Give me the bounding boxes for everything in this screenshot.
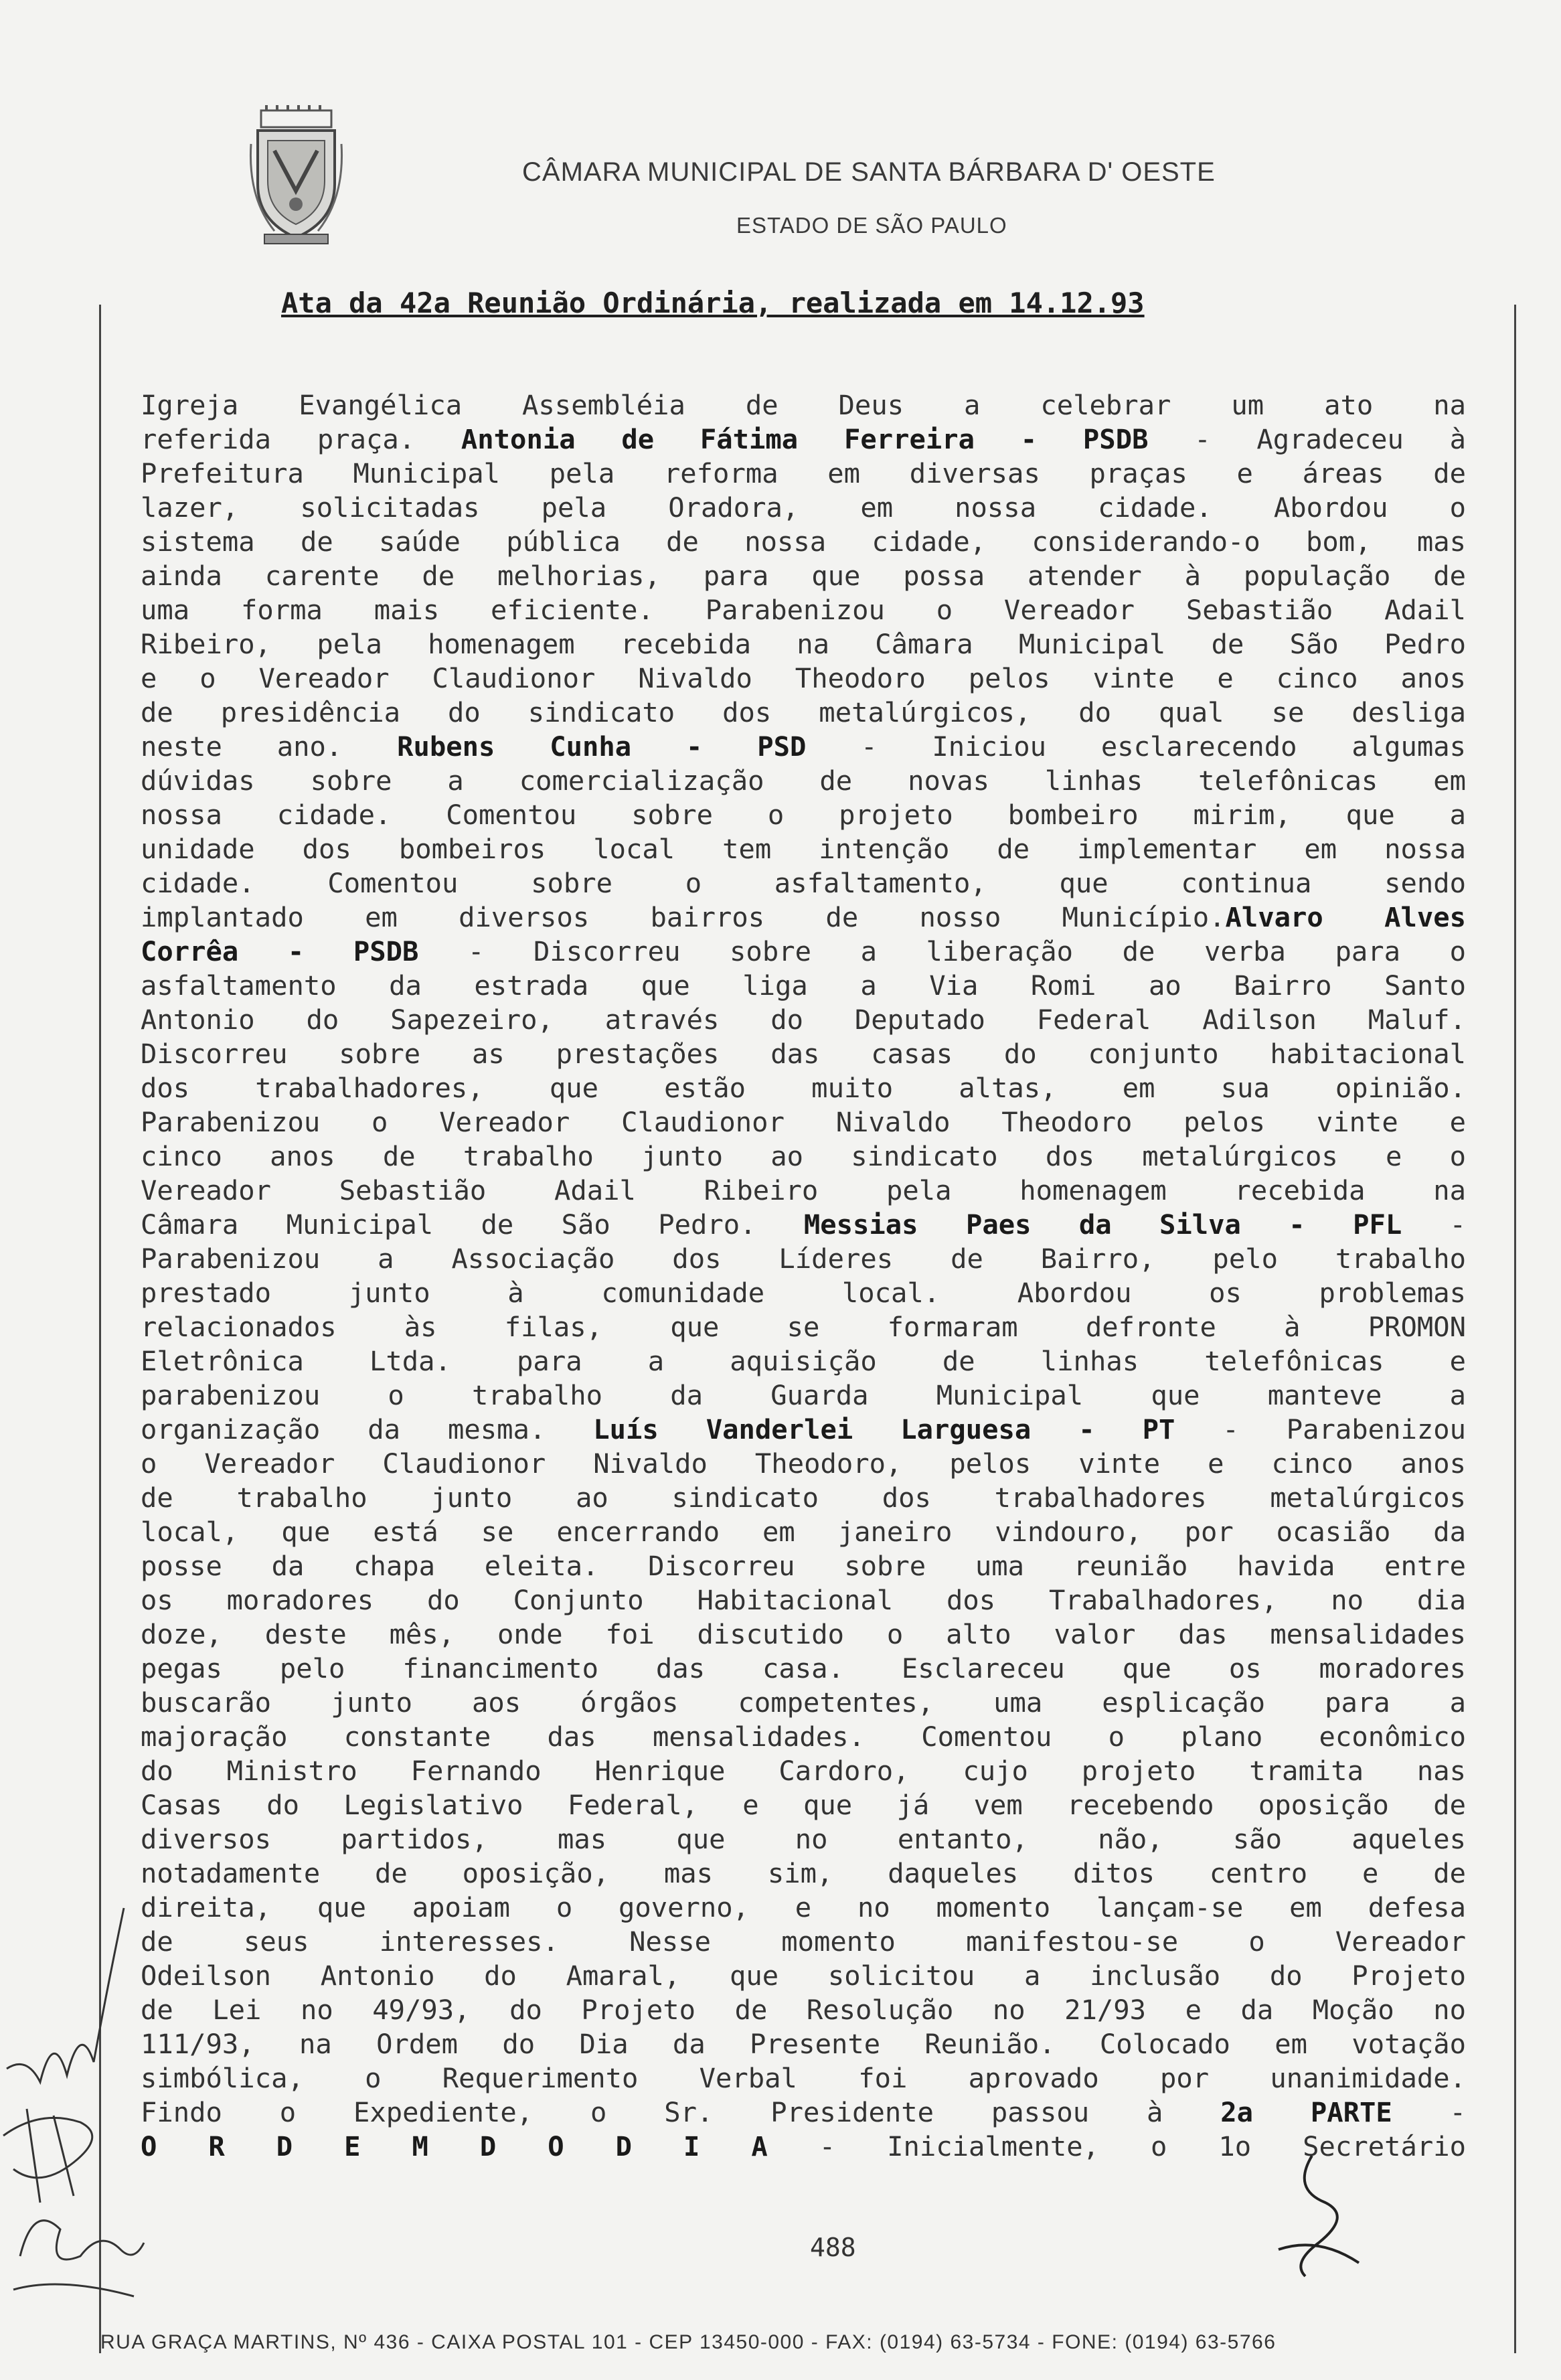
text-line [141,1276,1466,1310]
text-segment: Vereador Sebastião Adail Ribeiro pela homenagem recebida na [141,1174,1466,1206]
text-line [141,1891,1466,1925]
text-line [141,593,1466,627]
speaker-name: Rubens Cunha - PSD [397,730,807,763]
right-margin-line [1514,305,1516,2353]
text-segment: parabenizou o trabalho da Guarda Municipal que manteve a [141,1379,1466,1411]
coat-of-arms-icon [248,104,345,248]
text-segment: organização da mesma. [141,1413,594,1445]
text-segment: uma forma mais eficiente. Parabenizou o Vereador Sebastião Adail [141,594,1466,626]
text-line [141,1447,1466,1481]
text-line [141,1993,1466,2027]
text-line [141,1720,1466,1754]
minutes-title: Ata da 42a Reunião Ordinária, realizada em 14.12.93 [281,287,1145,319]
text-line [141,491,1466,525]
text-line [141,1242,1466,1276]
text-line [141,1003,1466,1037]
text-line [141,1686,1466,1720]
text-line [141,696,1466,730]
text-segment: o Vereador Claudionor Nivaldo Theodoro, pelos vinte e cinco anos [141,1447,1466,1480]
text-segment: diversos partidos, mas que no entanto, não, são aqueles [141,1823,1466,1855]
text-segment: prestado junto à comunidade local. Abordou os problemas [141,1277,1466,1309]
text-segment: de Lei no 49/93, do Projeto de Resolução no 21/93 e da Moção no [141,1994,1466,2026]
text-line [141,559,1466,593]
text-line [141,2061,1466,2095]
text-segment: Câmara Municipal de São Pedro. [141,1208,804,1241]
text-segment: de presidência do sindicato dos metalúrgicos, do qual se desliga [141,696,1466,728]
text-segment: ainda carente de melhorias, para que possa atender à população de [141,560,1466,592]
text-line [141,1139,1466,1174]
state-name: ESTADO DE SÃO PAULO [736,213,1007,238]
institution-name: CÂMARA MUNICIPAL DE SANTA BÁRBARA D' OESTE [522,157,1216,187]
text-segment: dos trabalhadores, que estão muito altas, em sua opinião. [141,1072,1466,1104]
text-segment: pegas pelo financimento das casa. Esclareceu que os moradores [141,1652,1466,1684]
text-segment: - Inicialmente, o 1o Secretário [767,2130,1466,2162]
text-line [141,764,1466,798]
text-line [141,1378,1466,1413]
text-line [141,1071,1466,1105]
text-segment: Eletrônica Ltda. para a aquisição de linhas telefônicas e [141,1345,1466,1377]
text-segment: - Iniciou esclarecendo algumas [806,730,1466,763]
text-segment: Prefeitura Municipal pela reforma em diversas praças e áreas de [141,457,1466,489]
minutes-body [141,388,1466,2164]
text-segment: - Parabenizou [1175,1413,1466,1445]
text-line [141,866,1466,900]
text-line [141,627,1466,661]
text-segment: notadamente de oposição, mas sim, daqueles ditos centro e de [141,1857,1466,1889]
text-line [141,1413,1466,1447]
text-line [141,1208,1466,1242]
text-line [141,1959,1466,1993]
speaker-name: O R D E M D O D I A [141,2130,768,2162]
text-line [141,1583,1466,1617]
text-line [141,422,1466,457]
text-segment: Antonio do Sapezeiro, através do Deputado Federal Adilson Maluf. [141,1004,1466,1036]
text-segment: neste ano. [141,730,398,763]
text-segment: doze, deste mês, onde foi discutido o alto valor das mensalidades [141,1618,1466,1650]
text-segment: 111/93, na Ordem do Dia da Presente Reunião. Colocado em votação [141,2028,1466,2060]
text-line [141,661,1466,696]
speaker-name: 2a PARTE [1220,2096,1392,2128]
text-segment: simbólica, o Requerimento Verbal foi aprovado por unanimidade. [141,2062,1466,2094]
text-segment: implantado em diversos bairros de nosso Município. [141,901,1226,933]
text-segment: cidade. Comentou sobre o asfaltamento, que continua sendo [141,867,1466,899]
text-segment: Parabenizou o Vereador Claudionor Nivaldo Theodoro pelos vinte e [141,1106,1466,1138]
text-line [141,1549,1466,1583]
text-line [141,935,1466,969]
text-segment: Igreja Evangélica Assembléia de Deus a celebrar um ato na [141,389,1466,421]
text-line [141,900,1466,935]
page-number: 488 [810,2233,856,2262]
text-line [141,2027,1466,2061]
speaker-name: Corrêa - PSDB [141,935,419,967]
text-line [141,730,1466,764]
text-segment: - Discorreu sobre a liberação de verba para o [418,935,1466,967]
handwritten-initials-signature [0,1854,147,2323]
text-line [141,1617,1466,1652]
text-segment: dúvidas sobre a comercialização de novas linhas telefônicas em [141,765,1466,797]
text-line [141,1481,1466,1515]
speaker-name: Luís Vanderlei Larguesa - PT [593,1413,1175,1445]
text-line [141,1310,1466,1344]
speaker-name: Messias Paes da Silva - PFL [803,1208,1402,1241]
text-segment: cinco anos de trabalho junto ao sindicato dos metalúrgicos e o [141,1140,1466,1172]
text-line [141,388,1466,422]
text-segment: Odeilson Antonio do Amaral, que solicitou a inclusão do Projeto [141,1960,1466,1992]
text-line [141,1822,1466,1856]
text-line [141,1105,1466,1139]
text-segment: unidade dos bombeiros local tem intenção de implementar em nossa [141,833,1466,865]
text-segment: referida praça. [141,423,461,455]
text-segment: - [1402,1208,1466,1241]
text-line [141,1754,1466,1788]
text-segment: Casas do Legislativo Federal, e que já vem recebendo oposição de [141,1789,1466,1821]
text-segment: do Ministro Fernando Henrique Cardoro, cujo projeto tramita nas [141,1755,1466,1787]
text-line [141,457,1466,491]
text-segment: Discorreu sobre as prestações das casas do conjunto habitacional [141,1038,1466,1070]
text-segment: asfaltamento da estrada que liga a Via Romi ao Bairro Santo [141,969,1466,1002]
text-segment: lazer, solicitadas pela Oradora, em nossa cidade. Abordou o [141,491,1466,524]
text-line [141,1515,1466,1549]
text-segment: buscarão junto aos órgãos competentes, uma esplicação para a [141,1686,1466,1719]
text-segment: Ribeiro, pela homenagem recebida na Câmara Municipal de São Pedro [141,628,1466,660]
text-line [141,1925,1466,1959]
text-segment: majoração constante das mensalidades. Comentou o plano econômico [141,1721,1466,1753]
speaker-name: Antonia de Fátima Ferreira - PSDB [461,423,1149,455]
text-line [141,798,1466,832]
handwritten-signature [1265,2149,1372,2283]
text-segment: nossa cidade. Comentou sobre o projeto bombeiro mirim, que a [141,799,1466,831]
text-segment: de seus interesses. Nesse momento manifestou-se o Vereador [141,1925,1466,1958]
text-segment: Findo o Expediente, o Sr. Presidente passou à [141,2096,1221,2128]
text-segment: e o Vereador Claudionor Nivaldo Theodoro pelos vinte e cinco anos [141,662,1466,694]
text-segment: local, que está se encerrando em janeiro vindouro, por ocasião da [141,1516,1466,1548]
text-segment: Parabenizou a Associação dos Líderes de Bairro, pelo trabalho [141,1243,1466,1275]
text-line [141,1652,1466,1686]
text-line [141,1037,1466,1071]
text-segment: sistema de saúde pública de nossa cidade, considerando-o bom, mas [141,526,1466,558]
text-segment: os moradores do Conjunto Habitacional dos Trabalhadores, no dia [141,1584,1466,1616]
text-segment: - [1392,2096,1466,2128]
text-segment: direita, que apoiam o governo, e no momento lançam-se em defesa [141,1891,1466,1923]
text-line [141,2095,1466,2130]
text-segment: posse da chapa eleita. Discorreu sobre uma reunião havida entre [141,1550,1466,1582]
text-line [141,1344,1466,1378]
address-footer: RUA GRAÇA MARTINS, Nº 436 - CAIXA POSTAL 101 - CEP 13450-000 - FAX: (0194) 63-5734 - FONE: (0194) 63-5766 [100,2331,1277,2353]
text-line [141,1856,1466,1891]
text-line [141,1174,1466,1208]
text-line [141,525,1466,559]
speaker-name: Alvaro Alves [1225,901,1466,933]
text-line [141,969,1466,1003]
text-line [141,1788,1466,1822]
text-segment: - Agradeceu à [1148,423,1466,455]
text-line [141,832,1466,866]
text-segment: de trabalho junto ao sindicato dos trabalhadores metalúrgicos [141,1482,1466,1514]
text-segment: relacionados às filas, que se formaram defronte à PROMON [141,1311,1466,1343]
